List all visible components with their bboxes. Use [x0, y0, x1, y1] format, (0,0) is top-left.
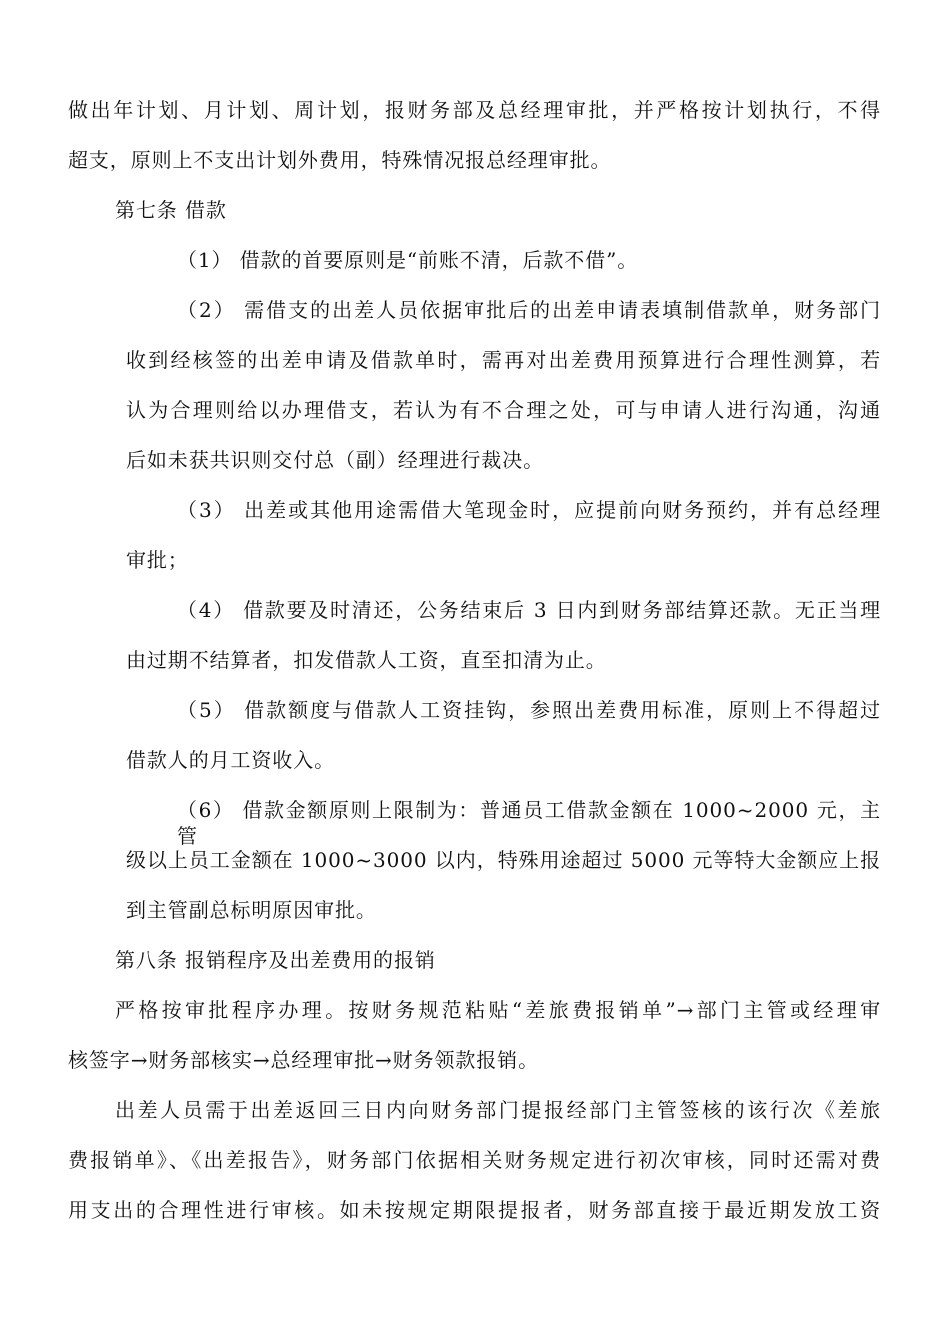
section-heading: 第七条 借款: [115, 198, 227, 222]
text-line: 收到经核签的出差申请及借款单时，需再对出差费用预算进行合理性测算，若: [126, 348, 881, 372]
text-line: 级以上员工金额在 1000~3000 以内，特殊用途超过 5000 元等特大金额应上报: [126, 848, 881, 872]
text-line: 由过期不结算者，扣发借款人工资，直至扣清为止。: [126, 648, 607, 672]
section-heading: 第八条 报销程序及出差费用的报销: [115, 948, 436, 972]
text-line: （4） 借款要及时清还，公务结束后 3 日内到财务部结算还款。无正当理: [177, 598, 881, 622]
text-line: 到主管副总标明原因审批。: [126, 898, 377, 922]
text-line: （1） 借款的首要原则是“前账不清，后款不借”。: [177, 248, 639, 272]
text-line: （3） 出差或其他用途需借大笔现金时，应提前向财务预约，并有总经理: [177, 498, 881, 522]
text-line: 审批；: [126, 548, 189, 572]
text-line: 出差人员需于出差返回三日内向财务部门提报经部门主管签核的该行次《差旅: [115, 1098, 881, 1122]
text-line: 用支出的合理性进行审核。如未按规定期限提报者，财务部直接于最近期发放工资: [68, 1198, 881, 1222]
text-line: 做出年计划、月计划、周计划，报财务部及总经理审批，并严格按计划执行，不得: [68, 98, 881, 122]
text-line: （5） 借款额度与借款人工资挂钩，参照出差费用标准，原则上不得超过: [177, 698, 881, 722]
text-line: （2） 需借支的出差人员依据审批后的出差申请表填制借款单，财务部门: [177, 298, 881, 322]
text-line: 借款人的月工资收入。: [126, 748, 335, 772]
text-line: 超支，原则上不支出计划外费用，特殊情况报总经理审批。: [68, 148, 612, 172]
text-line: （6） 借款金额原则上限制为：普通员工借款金额在 1000~2000 元，主管: [177, 798, 881, 848]
text-line: 认为合理则给以办理借支，若认为有不合理之处，可与申请人进行沟通，沟通: [126, 398, 881, 422]
text-line: 核签字→财务部核实→总经理审批→财务领款报销。: [68, 1048, 539, 1072]
text-line: 费报销单》、《出差报告》，财务部门依据相关财务规定进行初次审核，同时还需对费: [68, 1148, 881, 1172]
text-line: 严格按审批程序办理。按财务规范粘贴“差旅费报销单”→部门主管或经理审: [115, 998, 881, 1022]
text-line: 后如未获共识则交付总（副）经理进行裁决。: [126, 448, 544, 472]
